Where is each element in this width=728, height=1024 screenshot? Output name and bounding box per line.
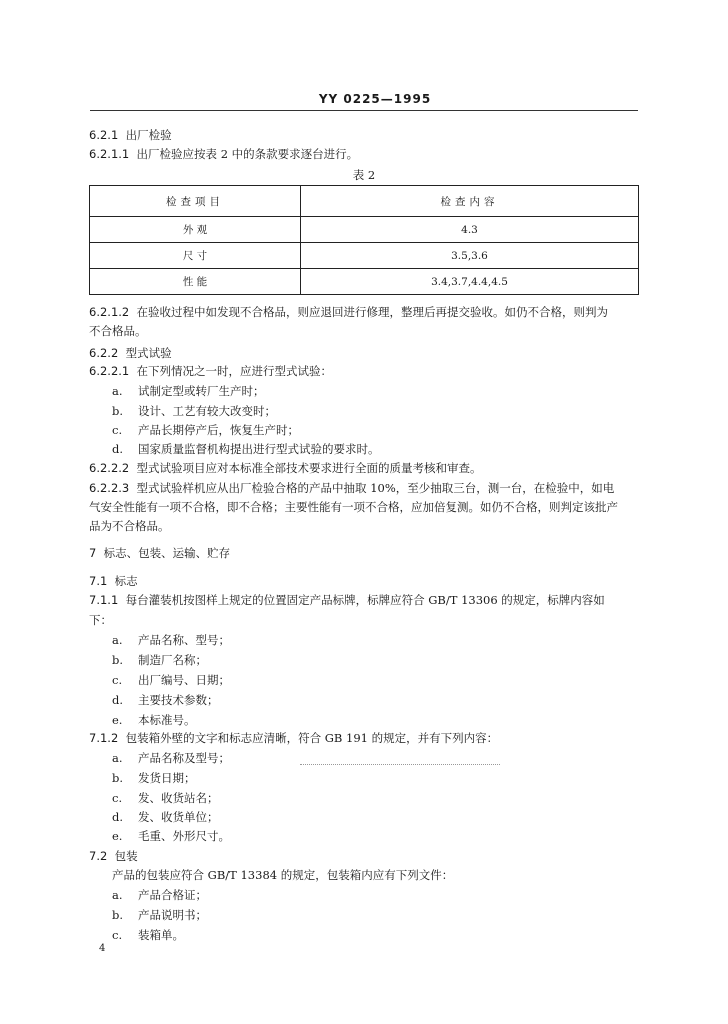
paragraph-continuation: 不合格品。 bbox=[89, 324, 147, 338]
list-text: 发、收货单位； bbox=[138, 810, 219, 824]
list-item bbox=[112, 908, 207, 922]
page-number: 4 bbox=[99, 943, 106, 954]
section-7-1-2 bbox=[89, 731, 498, 745]
section-title: 型式试验 bbox=[125, 346, 172, 360]
section-number: 7.1.2 bbox=[89, 731, 119, 745]
list-text: 发、收货站名； bbox=[138, 791, 219, 805]
list-label: c. bbox=[112, 423, 123, 437]
section-number: 6.2.1.1 bbox=[89, 147, 130, 161]
table-header-cell: 检查内容 bbox=[301, 186, 639, 217]
paragraph-text: 型式试验项目应对本标准全部技术要求进行全面的质量考核和审查。 bbox=[136, 461, 482, 475]
section-7-1-1 bbox=[89, 593, 605, 607]
list-label: a. bbox=[112, 888, 123, 902]
paragraph-text: 在验收过程中如发现不合格品，则应退回进行修理，整理后再提交验收。如仍不合格，则判为 bbox=[136, 305, 609, 319]
list-item bbox=[112, 928, 184, 942]
table-cell-content: 3.5,3.6 bbox=[301, 243, 639, 269]
section-7-1 bbox=[89, 574, 138, 588]
section-6-2-2-3 bbox=[89, 481, 614, 495]
list-text: 产品名称及型号； bbox=[138, 751, 230, 765]
paragraph-text: 出厂检验应按表 2 中的条款要求逐台进行。 bbox=[136, 147, 359, 161]
list-label: d. bbox=[112, 693, 124, 707]
list-label: b. bbox=[112, 653, 124, 667]
scan-artifact-dotted-line bbox=[300, 764, 500, 765]
section-number: 7 bbox=[89, 546, 97, 560]
section-number: 6.2.2 bbox=[89, 346, 119, 360]
paragraph-text: 包装箱外壁的文字和标志应清晰，符合 GB 191 的规定，并有下列内容： bbox=[125, 731, 499, 745]
list-label: b. bbox=[112, 404, 124, 418]
list-text: 发货日期； bbox=[138, 771, 196, 785]
section-number: 6.2.1 bbox=[89, 128, 119, 142]
section-number: 6.2.2.1 bbox=[89, 364, 130, 378]
list-item bbox=[112, 829, 230, 843]
section-number: 7.2 bbox=[89, 849, 108, 863]
paragraph-continuation: 品为不合格品。 bbox=[89, 519, 170, 533]
list-item bbox=[112, 888, 207, 902]
list-item bbox=[112, 810, 219, 824]
list-text: 设计、工艺有较大改变时； bbox=[138, 404, 276, 418]
list-item bbox=[112, 791, 219, 805]
section-number: 7.1 bbox=[89, 574, 108, 588]
section-6-2-2-2 bbox=[89, 461, 482, 475]
table-cell-content: 3.4,3.7,4.4,4.5 bbox=[301, 269, 639, 295]
section-title: 标志、包装、运输、贮存 bbox=[103, 546, 231, 560]
paragraph-continuation: 气安全性能有一项不合格，即不合格；主要性能有一项不合格，应加倍复测。如仍不合格，则判定该批产 bbox=[89, 500, 618, 514]
list-label: c. bbox=[112, 673, 123, 687]
list-item bbox=[112, 713, 196, 727]
list-item bbox=[112, 673, 230, 687]
list-label: d. bbox=[112, 810, 124, 824]
list-item bbox=[112, 404, 276, 418]
section-6-2-1-2 bbox=[89, 305, 608, 319]
section-title: 标志 bbox=[114, 574, 138, 588]
table-header-row bbox=[90, 186, 639, 217]
table-cell-item: 尺 寸 bbox=[90, 243, 301, 269]
section-number: 6.2.1.2 bbox=[89, 305, 130, 319]
table-cell-item: 外 观 bbox=[90, 217, 301, 243]
table-row bbox=[90, 269, 639, 295]
list-item bbox=[112, 442, 380, 456]
list-label: c. bbox=[112, 791, 123, 805]
list-text: 产品长期停产后，恢复生产时； bbox=[138, 423, 299, 437]
list-label: e. bbox=[112, 713, 123, 727]
table-cell-item: 性 能 bbox=[90, 269, 301, 295]
table-row bbox=[90, 243, 639, 269]
list-text: 毛重、外形尺寸。 bbox=[138, 829, 230, 843]
standard-number-header: YY 0225—1995 bbox=[318, 92, 432, 106]
list-label: a. bbox=[112, 751, 123, 765]
section-title: 出厂检验 bbox=[125, 128, 172, 142]
paragraph-text: 型式试验样机应从出厂检验合格的产品中抽取 10%，至少抽取三台，测一台，在检验中，如电 bbox=[136, 481, 615, 495]
section-6-2-2-1 bbox=[89, 364, 332, 378]
header-rule bbox=[90, 110, 638, 111]
list-label: e. bbox=[112, 829, 123, 843]
list-item bbox=[112, 384, 265, 398]
inspection-table bbox=[89, 185, 639, 295]
list-label: d. bbox=[112, 442, 124, 456]
list-item bbox=[112, 693, 219, 707]
list-text: 产品合格证； bbox=[138, 888, 207, 902]
section-number: 7.1.1 bbox=[89, 593, 119, 607]
list-label: b. bbox=[112, 771, 124, 785]
list-text: 试制定型或转厂生产时； bbox=[138, 384, 265, 398]
section-6-2-1 bbox=[89, 128, 172, 142]
section-6-2-2 bbox=[89, 346, 172, 360]
list-item bbox=[112, 633, 230, 647]
section-7-2 bbox=[89, 849, 138, 863]
table-cell-content: 4.3 bbox=[301, 217, 639, 243]
table-row bbox=[90, 217, 639, 243]
list-text: 国家质量监督机构提出进行型式试验的要求时。 bbox=[138, 442, 380, 456]
list-label: c. bbox=[112, 928, 123, 942]
list-text: 主要技术参数； bbox=[138, 693, 219, 707]
list-text: 本标准号。 bbox=[138, 713, 196, 727]
table-title: 表 2 bbox=[352, 168, 376, 182]
list-item bbox=[112, 423, 299, 437]
section-number: 6.2.2.2 bbox=[89, 461, 130, 475]
section-number: 6.2.2.3 bbox=[89, 481, 130, 495]
section-7 bbox=[89, 546, 230, 560]
list-text: 产品说明书； bbox=[138, 908, 207, 922]
section-6-2-1-1 bbox=[89, 147, 358, 161]
list-text: 装箱单。 bbox=[138, 928, 184, 942]
paragraph-text: 产品的包装应符合 GB/T 13384 的规定，包装箱内应有下列文件： bbox=[112, 868, 454, 882]
paragraph-continuation: 下： bbox=[89, 613, 112, 627]
list-item bbox=[112, 751, 230, 765]
list-text: 出厂编号、日期； bbox=[138, 673, 230, 687]
table-header-cell: 检查项目 bbox=[90, 186, 301, 217]
list-label: a. bbox=[112, 384, 123, 398]
list-item bbox=[112, 771, 196, 785]
list-item bbox=[112, 653, 207, 667]
list-label: b. bbox=[112, 908, 124, 922]
list-text: 产品名称、型号； bbox=[138, 633, 230, 647]
paragraph-text: 每台灌装机按图样上规定的位置固定产品标牌，标牌应符合 GB/T 13306 的规定，标牌内容如 bbox=[125, 593, 605, 607]
list-text: 制造厂名称； bbox=[138, 653, 207, 667]
section-title: 包装 bbox=[114, 849, 138, 863]
paragraph-text: 在下列情况之一时，应进行型式试验： bbox=[136, 364, 333, 378]
list-label: a. bbox=[112, 633, 123, 647]
